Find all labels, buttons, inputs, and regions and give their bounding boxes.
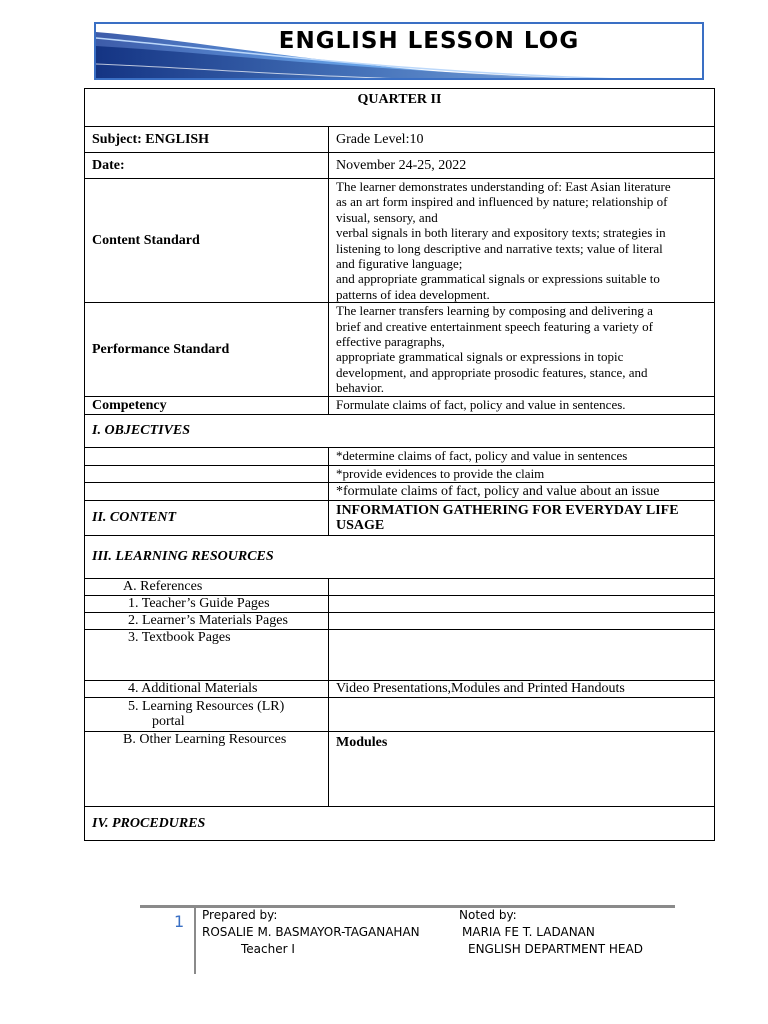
lr-portal-value (329, 697, 715, 731)
content-standard-line: The learner demonstrates understanding of: East Asian literature (336, 179, 671, 194)
subject-row (85, 127, 715, 153)
subject-label: Subject: ENGLISH (85, 127, 329, 153)
content-value: INFORMATION GATHERING FOR EVERYDAY LIFE USAGE (329, 500, 715, 535)
competency-row (85, 396, 715, 414)
objective-item: *provide evidences to provide the claim (329, 465, 715, 482)
ref-item-row (85, 629, 715, 680)
content-standard-line: visual, sensory, and (336, 209, 438, 225)
prepared-by-label: Prepared by: (202, 908, 278, 922)
procedures-row (85, 806, 715, 840)
content-label: II. CONTENT (85, 500, 329, 535)
performance-standard-line: brief and creative entertainment speech featuring a variety of (336, 318, 653, 334)
quarter-cell: QUARTER II (85, 89, 715, 127)
performance-standard-line: appropriate grammatical signals or expressions in topic (336, 349, 624, 365)
objective-row (85, 447, 715, 465)
resources-header-row (85, 535, 715, 578)
noted-by-name: MARIA FE T. LADANAN (462, 925, 595, 939)
header-banner (94, 22, 704, 80)
performance-standard-line: The learner transfers learning by composing and delivering a (336, 303, 653, 319)
references-label: A. References (85, 578, 329, 595)
objectives-header-row (85, 414, 715, 447)
ref-item-textbook: 3. Textbook Pages (85, 629, 329, 680)
content-standard-line: and figurative language; (336, 256, 463, 272)
content-standard-line: as an art form inspired and influenced by nature; relationship of (336, 194, 668, 210)
performance-standard-line: development, and appropriate prosodic features, stance, and (336, 364, 648, 380)
other-resources-row (85, 731, 715, 806)
references-value (329, 578, 715, 595)
lesson-log-table (84, 88, 715, 841)
additional-materials-value: Video Presentations,Modules and Printed Handouts (329, 680, 715, 697)
objective-item: *determine claims of fact, policy and value in sentences (329, 447, 715, 465)
grade-level-value: Grade Level:10 (329, 127, 715, 153)
footer-vertical-divider (194, 908, 196, 974)
performance-standard-row (85, 303, 715, 396)
ref-item-row (85, 595, 715, 612)
references-row (85, 578, 715, 595)
lr-portal-line: 5. Learning Resources (LR) (128, 699, 285, 715)
ref-item-teachers-guide: 1. Teacher’s Guide Pages (85, 595, 329, 612)
page-number: 1 (174, 912, 185, 931)
content-standard-line: verbal signals in both literary and expository texts; strategies in (336, 225, 666, 241)
performance-standard-line: behavior. (336, 380, 385, 396)
noted-by-title: ENGLISH DEPARTMENT HEAD (468, 942, 643, 956)
procedures-label: IV. PROCEDURES (85, 806, 715, 840)
date-row (85, 153, 715, 179)
performance-standard-label: Performance Standard (85, 303, 329, 396)
objective-empty-cell (85, 482, 329, 500)
objective-empty-cell (85, 465, 329, 482)
ref-item-value (329, 629, 715, 680)
date-value: November 24-25, 2022 (329, 153, 715, 179)
competency-value: Formulate claims of fact, policy and value in sentences. (329, 396, 715, 414)
content-standard-line: patterns of idea development. (336, 286, 490, 302)
objective-item: *formulate claims of fact, policy and value about an issue (329, 482, 715, 500)
prepared-by-title: Teacher I (241, 942, 295, 956)
lr-portal-line: portal (152, 714, 185, 730)
content-standard-line: and appropriate grammatical signals or expressions suitable to (336, 271, 660, 287)
content-standard-row (85, 179, 715, 303)
performance-standard-value (329, 303, 715, 396)
content-row (85, 500, 715, 535)
objectives-label: I. OBJECTIVES (85, 414, 715, 447)
objective-row (85, 482, 715, 500)
ref-item-row (85, 612, 715, 629)
ref-item-learners-materials: 2. Learner’s Materials Pages (85, 612, 329, 629)
competency-label: Competency (85, 396, 329, 414)
ref-item-value (329, 595, 715, 612)
resources-label: III. LEARNING RESOURCES (85, 535, 715, 578)
page-title: ENGLISH LESSON LOG (278, 28, 580, 54)
ref-item-value (329, 612, 715, 629)
additional-materials-row (85, 680, 715, 697)
lr-portal-label (85, 697, 329, 731)
objective-row (85, 465, 715, 482)
noted-by-label: Noted by: (459, 908, 517, 922)
objective-empty-cell (85, 447, 329, 465)
other-resources-label: B. Other Learning Resources (85, 731, 329, 806)
lr-portal-row (85, 697, 715, 731)
additional-materials-label: 4. Additional Materials (85, 680, 329, 697)
prepared-by-name: ROSALIE M. BASMAYOR-TAGANAHAN (202, 925, 420, 939)
content-standard-value (329, 179, 715, 303)
performance-standard-line: effective paragraphs, (336, 334, 445, 350)
content-standard-line: listening to long descriptive and narrative texts; value of literal (336, 240, 663, 256)
content-standard-label: Content Standard (85, 179, 329, 303)
other-resources-value: Modules (329, 731, 715, 806)
date-label: Date: (85, 153, 329, 179)
quarter-row (85, 89, 715, 127)
